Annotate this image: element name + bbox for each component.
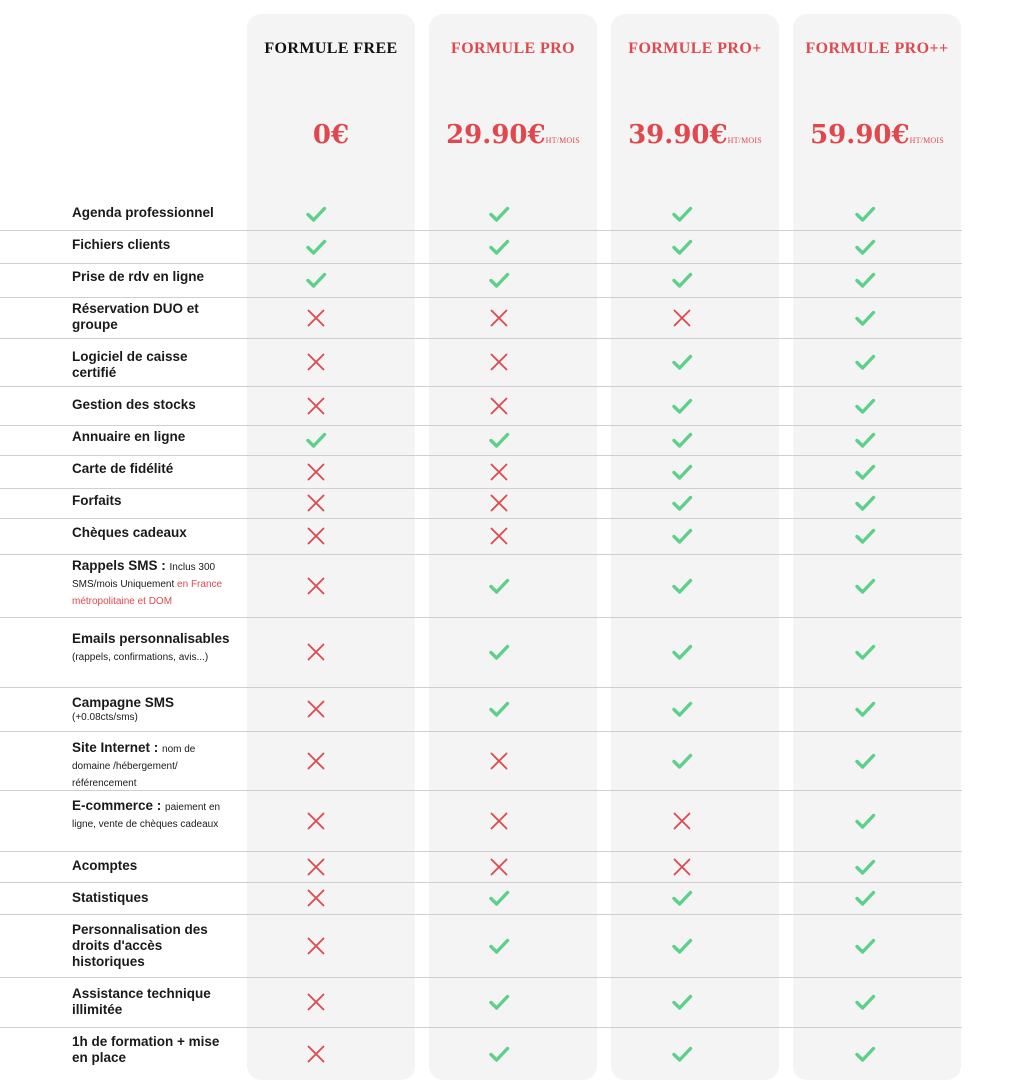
feature-title: Statistiques <box>72 890 149 905</box>
check-icon <box>488 991 510 1013</box>
plan-column-4 <box>793 14 961 1080</box>
feature-label-reservation <box>72 301 232 333</box>
feature-label-fichiers <box>72 237 232 253</box>
check-icon <box>854 641 876 663</box>
check-icon <box>854 395 876 417</box>
check-icon <box>854 236 876 258</box>
check-icon <box>854 269 876 291</box>
check-icon <box>488 203 510 225</box>
row-divider <box>0 687 962 688</box>
cross-icon <box>305 1043 327 1065</box>
feature-title: Campagne SMS <box>72 695 175 710</box>
feature-label-forfaits <box>72 493 232 509</box>
feature-title: : <box>153 798 166 813</box>
row-divider <box>0 554 962 555</box>
feature-label-e-commerce <box>72 798 232 832</box>
feature-label-caisse <box>72 349 232 381</box>
feature-title: Forfaits <box>72 493 122 508</box>
check-icon <box>488 641 510 663</box>
cross-icon <box>305 641 327 663</box>
cross-icon <box>305 750 327 772</box>
check-icon <box>854 492 876 514</box>
check-icon <box>488 1043 510 1065</box>
check-icon <box>671 641 693 663</box>
feature-note: nom de domaine /hébergement/ référencement <box>72 744 196 789</box>
row-divider <box>0 386 962 387</box>
cross-icon <box>488 856 510 878</box>
cross-icon <box>305 698 327 720</box>
feature-note: (+0.08cts/sms) <box>72 712 138 723</box>
feature-title: Acomptes <box>72 858 138 873</box>
check-icon <box>488 269 510 291</box>
check-icon <box>671 461 693 483</box>
check-icon <box>488 887 510 909</box>
cross-icon <box>488 461 510 483</box>
row-divider <box>0 1027 962 1028</box>
check-icon <box>854 307 876 329</box>
cross-icon <box>305 991 327 1013</box>
plan-column-1 <box>247 14 415 1080</box>
check-icon <box>671 203 693 225</box>
price-suffix: HT/MOIS <box>727 136 762 145</box>
feature-label-campagne-sms <box>72 695 232 725</box>
check-icon <box>305 203 327 225</box>
check-icon <box>854 856 876 878</box>
price-suffix: HT/MOIS <box>909 136 944 145</box>
feature-note: Inclus 300 SMS/mois Uniquement <box>72 562 216 590</box>
check-icon <box>671 698 693 720</box>
feature-title: Logiciel de caisse certifié <box>72 349 188 380</box>
row-divider <box>0 731 962 732</box>
check-icon <box>305 236 327 258</box>
plan-name: FORMULE FREE <box>264 40 398 57</box>
feature-label-annuaire <box>72 429 232 445</box>
row-divider <box>0 518 962 519</box>
feature-label-agenda <box>72 205 232 221</box>
feature-label-acomptes <box>72 858 232 874</box>
check-icon <box>488 429 510 451</box>
feature-title: : <box>150 740 163 755</box>
row-divider <box>0 488 962 489</box>
row-divider <box>0 914 962 915</box>
check-icon <box>488 575 510 597</box>
cross-icon <box>671 810 693 832</box>
row-divider <box>0 851 962 852</box>
row-divider <box>0 617 962 618</box>
feature-title: Personnalisation des droits d'accès historiques <box>72 922 208 969</box>
cross-icon <box>305 307 327 329</box>
cross-icon <box>488 395 510 417</box>
check-icon <box>854 887 876 909</box>
price-suffix: HT/MOIS <box>545 136 580 145</box>
cross-icon <box>305 575 327 597</box>
feature-note: paiement en ligne, vente de chèques cadeaux <box>72 802 221 830</box>
cross-icon <box>305 856 327 878</box>
cross-icon <box>305 492 327 514</box>
cross-icon <box>305 351 327 373</box>
check-icon <box>488 236 510 258</box>
feature-title: Assistance technique illimitée <box>72 986 211 1017</box>
check-icon <box>671 492 693 514</box>
check-icon <box>488 698 510 720</box>
feature-note: (rappels, confirmations, avis...) <box>72 652 209 663</box>
feature-title: Rappels SMS <box>72 558 158 573</box>
plan-price <box>247 120 415 150</box>
feature-label-formation <box>72 1034 232 1066</box>
feature-title: : <box>157 558 170 573</box>
feature-title: Site Internet <box>72 740 151 755</box>
cross-icon <box>488 307 510 329</box>
plan-column-2 <box>429 14 597 1080</box>
check-icon <box>854 750 876 772</box>
check-icon <box>671 269 693 291</box>
feature-label-statistiques <box>72 890 232 906</box>
row-divider <box>0 455 962 456</box>
row-divider <box>0 338 962 339</box>
check-icon <box>854 1043 876 1065</box>
cross-icon <box>305 525 327 547</box>
feature-title: Emails personnalisables <box>72 631 230 646</box>
row-divider <box>0 977 962 978</box>
cross-icon <box>488 492 510 514</box>
check-icon <box>305 269 327 291</box>
cross-icon <box>488 525 510 547</box>
cross-icon <box>488 810 510 832</box>
feature-title: E-commerce <box>72 798 154 813</box>
row-divider <box>0 230 962 231</box>
check-icon <box>671 395 693 417</box>
feature-label-droits <box>72 922 232 970</box>
row-divider <box>0 297 962 298</box>
check-icon <box>854 203 876 225</box>
feature-label-emails <box>72 631 232 665</box>
price-value: 0€ <box>312 120 350 150</box>
cross-icon <box>671 856 693 878</box>
check-icon <box>671 750 693 772</box>
check-icon <box>305 429 327 451</box>
check-icon <box>671 575 693 597</box>
feature-title: Annuaire en ligne <box>72 429 186 444</box>
check-icon <box>854 525 876 547</box>
feature-label-prise-rdv <box>72 269 232 285</box>
check-icon <box>671 429 693 451</box>
row-divider <box>0 263 962 264</box>
plan-column-3 <box>611 14 779 1080</box>
row-divider <box>0 882 962 883</box>
check-icon <box>671 991 693 1013</box>
plan-name: FORMULE PRO+ <box>628 40 762 57</box>
check-icon <box>671 887 693 909</box>
feature-title: Réservation DUO et groupe <box>72 301 199 332</box>
feature-title: Prise de rdv en ligne <box>72 269 205 284</box>
check-icon <box>854 351 876 373</box>
feature-title: Chèques cadeaux <box>72 525 187 540</box>
plan-price <box>611 120 779 150</box>
check-icon <box>671 351 693 373</box>
check-icon <box>671 525 693 547</box>
price-value: 59.90€ <box>810 120 910 150</box>
cross-icon <box>488 351 510 373</box>
feature-note: en France métropolitaine et DOM <box>72 579 223 607</box>
check-icon <box>854 429 876 451</box>
cross-icon <box>305 395 327 417</box>
plan-name: FORMULE PRO <box>451 40 575 57</box>
cross-icon <box>305 461 327 483</box>
feature-title: Carte de fidélité <box>72 461 174 476</box>
check-icon <box>854 991 876 1013</box>
check-icon <box>488 935 510 957</box>
price-value: 39.90€ <box>628 120 728 150</box>
feature-title: Gestion des stocks <box>72 397 196 412</box>
cross-icon <box>305 935 327 957</box>
feature-label-fidelite <box>72 461 232 477</box>
check-icon <box>671 935 693 957</box>
check-icon <box>671 236 693 258</box>
check-icon <box>854 575 876 597</box>
cross-icon <box>305 810 327 832</box>
price-value: 29.90€ <box>446 120 546 150</box>
cross-icon <box>671 307 693 329</box>
feature-title: Fichiers clients <box>72 237 171 252</box>
plan-price <box>429 120 597 150</box>
feature-title: 1h de formation + mise en place <box>72 1034 220 1065</box>
cross-icon <box>488 750 510 772</box>
feature-label-assistance <box>72 986 232 1018</box>
feature-label-stocks <box>72 397 232 413</box>
plan-name: FORMULE PRO++ <box>805 40 949 57</box>
row-divider <box>0 425 962 426</box>
feature-title: Agenda professionnel <box>72 205 214 220</box>
check-icon <box>854 698 876 720</box>
check-icon <box>854 461 876 483</box>
plan-price <box>793 120 961 150</box>
feature-label-cheques <box>72 525 232 541</box>
check-icon <box>854 935 876 957</box>
feature-label-site-internet <box>72 740 232 791</box>
cross-icon <box>305 887 327 909</box>
feature-label-rappels-sms <box>72 558 232 609</box>
check-icon <box>671 1043 693 1065</box>
check-icon <box>854 810 876 832</box>
